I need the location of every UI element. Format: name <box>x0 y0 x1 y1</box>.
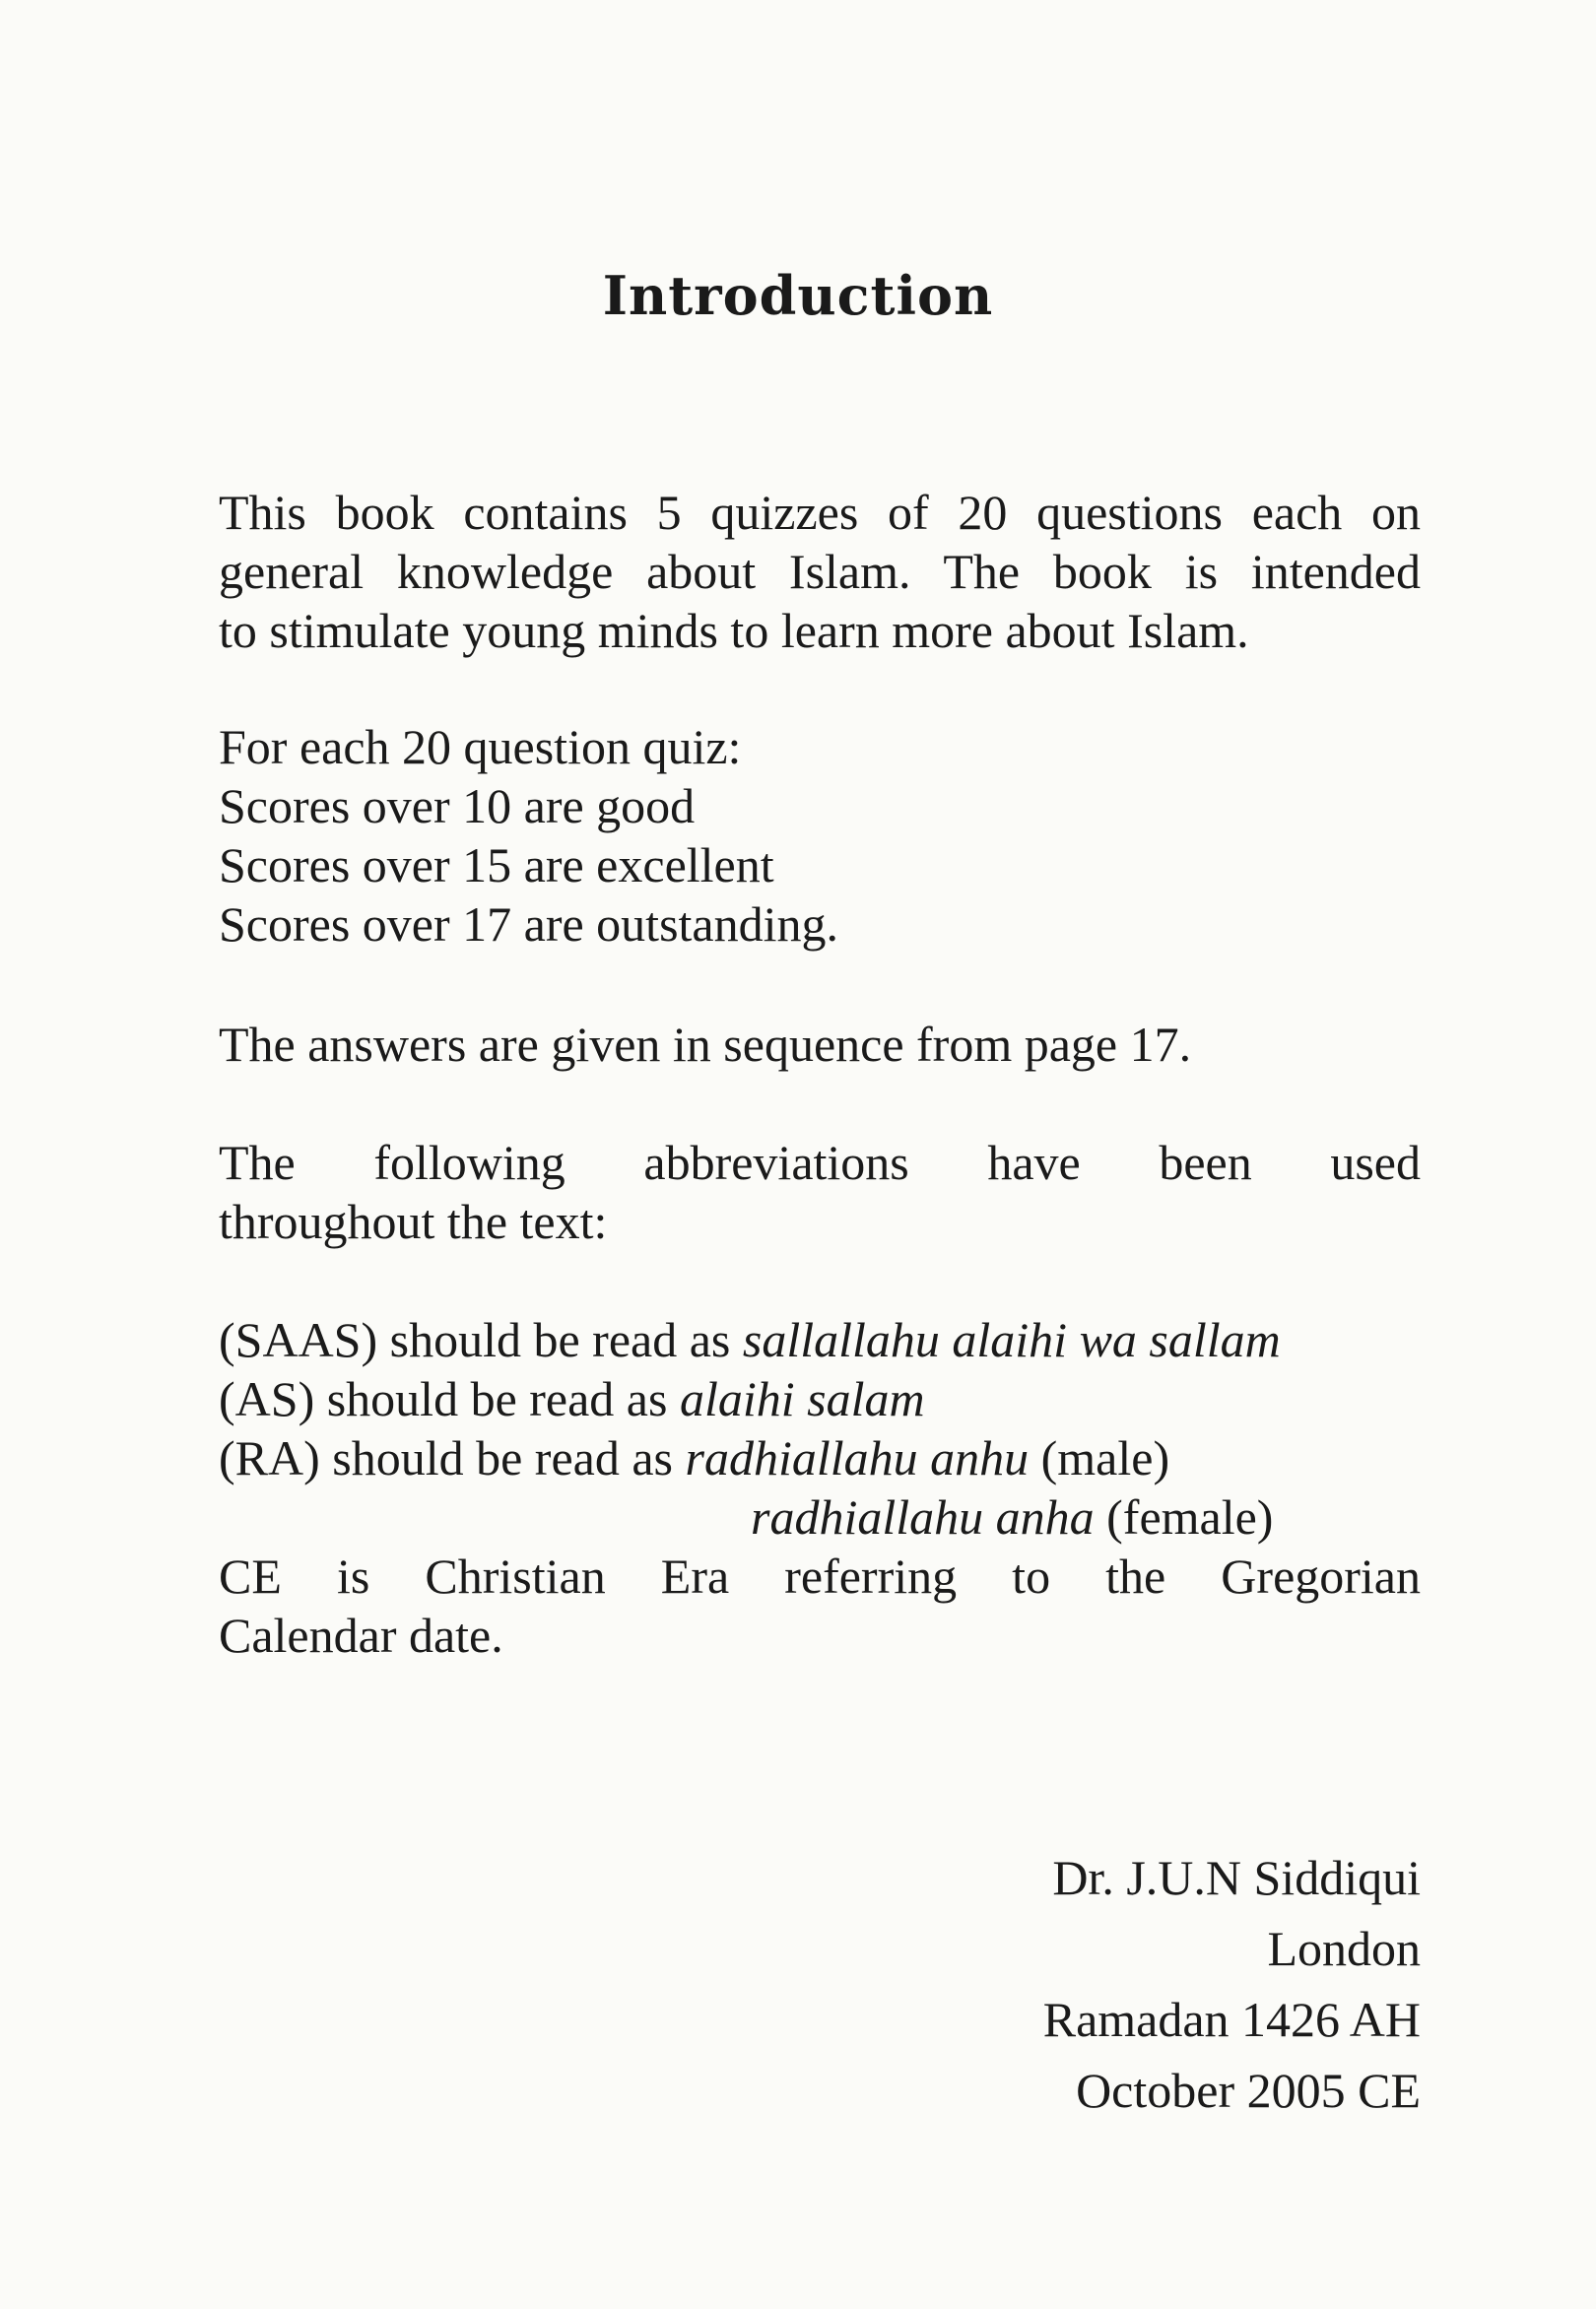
signature-hijri-date: Ramadan 1426 AH <box>1042 1992 1421 2047</box>
abbrev-as-prefix: (AS) should be read as <box>219 1371 680 1426</box>
score-line-outstanding: Scores over 17 are outstanding. <box>219 896 839 952</box>
abbrev-intro-line-2: throughout the text: <box>219 1194 608 1249</box>
abbrev-as-reading: alaihi salam <box>679 1371 925 1426</box>
score-line-excellent: Scores over 15 are excellent <box>219 837 774 892</box>
answers-note-text: The answers are given in sequence from page 17. <box>219 1017 1192 1072</box>
signature-block <box>1043 1842 1421 2126</box>
abbrev-ra-female-reading: radhiallahu anha <box>751 1489 1095 1545</box>
abbrev-ra-prefix: (RA) should be read as <box>219 1430 686 1485</box>
answers-note <box>219 1015 1421 1074</box>
abbrev-intro-line-1: The following abbreviations have been used <box>219 1135 1421 1190</box>
signature-author: Dr. J.U.N Siddiqui <box>1052 1850 1421 1905</box>
intro-line-2: general knowledge about Islam. The book is intended <box>219 544 1421 599</box>
abbrev-saas <box>219 1310 1421 1369</box>
abbrev-ra-female-suffix: (female) <box>1094 1489 1274 1545</box>
abbreviations-list <box>219 1310 1421 1665</box>
abbrev-saas-reading: sallallahu alaihi wa sallam <box>742 1312 1281 1367</box>
abbrev-ra-male-suffix: (male) <box>1029 1430 1170 1485</box>
abbrev-ce-line-2: Calendar date. <box>219 1608 503 1663</box>
abbrev-ra-male <box>219 1428 1421 1487</box>
abbreviations-intro <box>219 1133 1421 1251</box>
score-line-good: Scores over 10 are good <box>219 778 696 833</box>
intro-line-3: to stimulate young minds to learn more about Islam. <box>219 603 1249 658</box>
signature-city: London <box>1267 1921 1421 1976</box>
page-title: Introduction <box>602 264 994 327</box>
scores-intro: For each 20 question quiz: <box>219 719 742 774</box>
abbrev-ce-line-1: CE is Christian Era referring to the Gregorian <box>219 1549 1421 1604</box>
scores-paragraph <box>219 717 1421 954</box>
signature-gregorian-date: October 2005 CE <box>1076 2063 1421 2118</box>
abbrev-ra-female <box>219 1487 1421 1547</box>
abbrev-as <box>219 1369 1421 1428</box>
abbrev-saas-prefix: (SAAS) should be read as <box>219 1312 743 1367</box>
intro-paragraph <box>219 483 1421 660</box>
intro-line-1: This book contains 5 quizzes of 20 questions each on <box>219 485 1421 540</box>
abbrev-ra-male-reading: radhiallahu anhu <box>685 1430 1030 1485</box>
